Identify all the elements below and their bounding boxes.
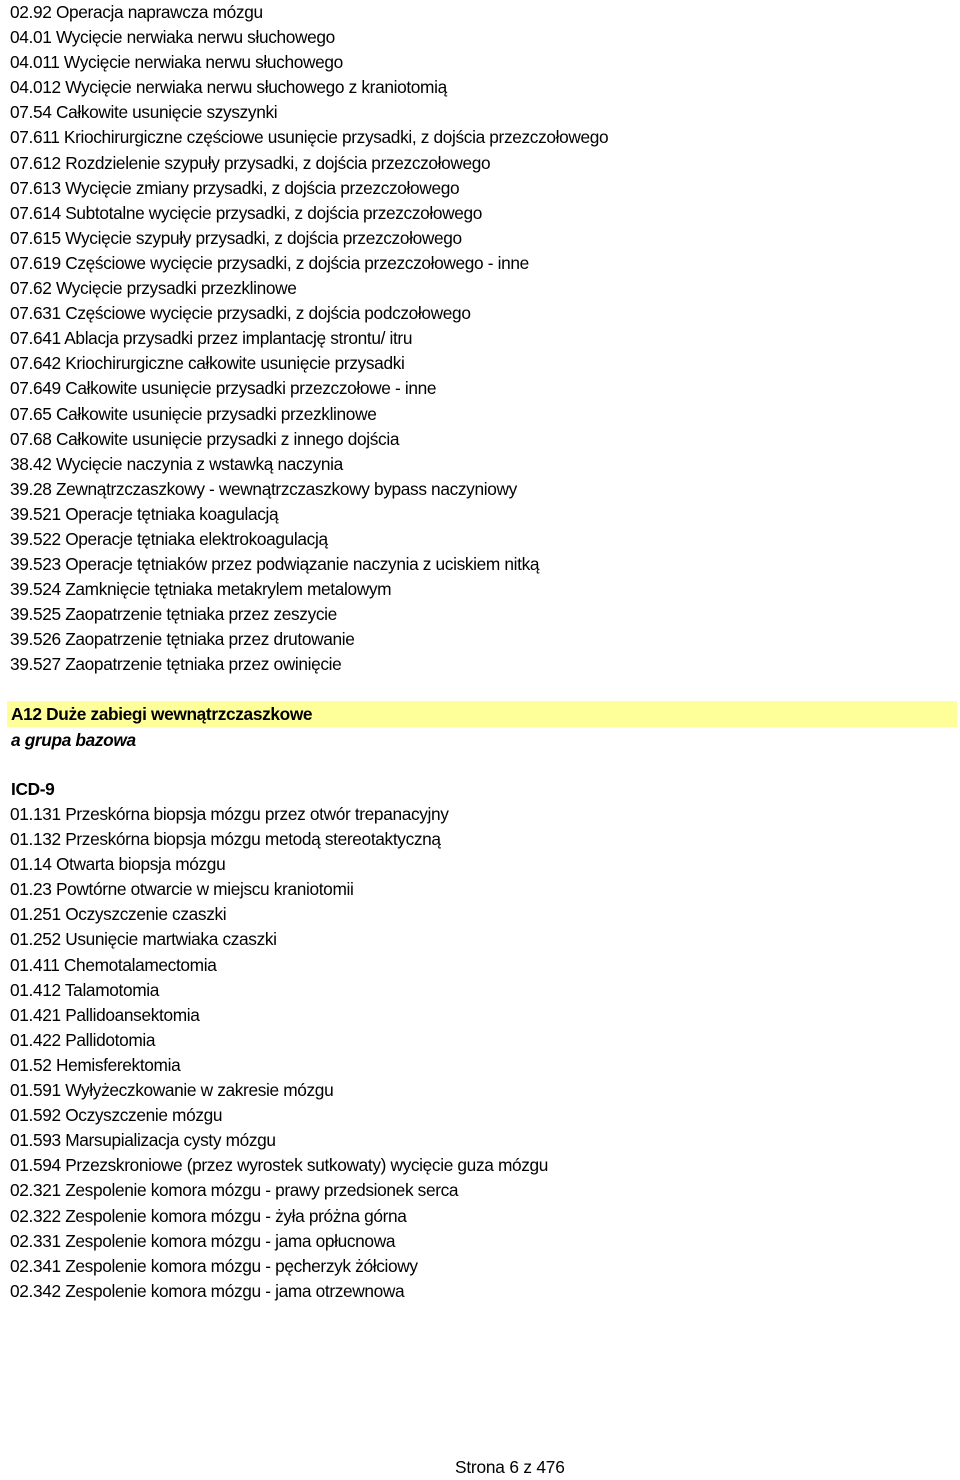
list-item: 02.331 Zespolenie komora mózgu - jama opłucnowa <box>10 1230 396 1251</box>
list-item: 07.65 Całkowite usunięcie przysadki przezklinowe <box>10 403 377 424</box>
code-heading: ICD-9 <box>11 779 55 799</box>
list-item: 07.613 Wycięcie zmiany przysadki, z dojścia przezczołowego <box>10 177 460 198</box>
procedure-list-top <box>10 0 608 678</box>
list-item: 01.23 Powtórne otwarcie w miejscu kraniotomii <box>10 879 354 900</box>
list-item: 01.411 Chemotalamectomia <box>10 954 217 975</box>
list-item: 39.527 Zaopatrzenie tętniaka przez owinięcie <box>10 654 342 675</box>
list-item: 07.62 Wycięcie przysadki przezklinowe <box>10 278 297 299</box>
list-item: 07.642 Kriochirurgiczne całkowite usunięcie przysadki <box>10 353 405 374</box>
procedure-list-bottom <box>10 802 548 1304</box>
list-item: 01.421 Pallidoansektomia <box>10 1004 200 1025</box>
list-item: 39.524 Zamknięcie tętniaka metakrylem metalowym <box>10 579 392 600</box>
list-item: 38.42 Wycięcie naczynia z wstawką naczynia <box>10 453 343 474</box>
list-item: 04.011 Wycięcie nerwiaka nerwu słuchowego <box>10 52 343 73</box>
list-item: 39.523 Operacje tętniaków przez podwiązanie naczynia z uciskiem nitką <box>10 554 540 575</box>
list-item: 02.341 Zespolenie komora mózgu - pęcherzyk żółciowy <box>10 1255 418 1276</box>
list-item: 04.01 Wycięcie nerwiaka nerwu słuchowego <box>10 27 335 48</box>
list-item: 01.52 Hemisferektomia <box>10 1054 181 1075</box>
list-item: 01.591 Wyłyżeczkowanie w zakresie mózgu <box>10 1080 334 1101</box>
list-item: 39.28 Zewnątrzczaszkowy - wewnątrzczaszkowy bypass naczyniowy <box>10 478 517 499</box>
list-item: 01.132 Przeskórna biopsja mózgu metodą stereotaktyczną <box>10 829 441 850</box>
list-item: 01.252 Usunięcie martwiaka czaszki <box>10 929 277 950</box>
list-item: 02.322 Zespolenie komora mózgu - żyła próżna górna <box>10 1205 407 1226</box>
page-number: Strona 6 z 476 <box>455 1457 565 1477</box>
list-item: 01.422 Pallidotomia <box>10 1029 156 1050</box>
list-item: 01.593 Marsupializacja cysty mózgu <box>10 1130 276 1151</box>
list-item: 07.649 Całkowite usunięcie przysadki przezczołowe - inne <box>10 378 437 399</box>
list-item: 02.342 Zespolenie komora mózgu - jama otrzewnowa <box>10 1280 405 1301</box>
list-item: 07.631 Częściowe wycięcie przysadki, z dojścia podczołowego <box>10 303 471 324</box>
list-item: 07.641 Ablacja przysadki przez implantację strontu/ itru <box>10 328 413 349</box>
list-item: 02.321 Zespolenie komora mózgu - prawy przedsionek serca <box>10 1180 459 1201</box>
list-item: 01.131 Przeskórna biopsja mózgu przez otwór trepanacyjny <box>10 804 449 824</box>
list-item: 01.251 Oczyszczenie czaszki <box>10 904 227 925</box>
list-item: 07.615 Wycięcie szypuły przysadki, z dojścia przezczołowego <box>10 227 462 248</box>
section-subtitle: a grupa bazowa <box>11 730 136 750</box>
list-item: 01.594 Przezskroniowe (przez wyrostek sutkowaty) wycięcie guza mózgu <box>10 1155 549 1176</box>
list-item: 39.521 Operacje tętniaka koagulacją <box>10 503 279 524</box>
section-title: A12 Duże zabiegi wewnątrzczaszkowe <box>11 704 313 724</box>
list-item: 07.611 Kriochirurgiczne częściowe usunięcie przysadki, z dojścia przezczołowego <box>10 127 609 148</box>
list-item: 01.592 Oczyszczenie mózgu <box>10 1105 223 1126</box>
list-item: 07.54 Całkowite usunięcie szyszynki <box>10 102 278 123</box>
list-item: 07.614 Subtotalne wycięcie przysadki, z dojścia przezczołowego <box>10 202 483 223</box>
list-item: 07.619 Częściowe wycięcie przysadki, z dojścia przezczołowego - inne <box>10 252 529 273</box>
list-item: 04.012 Wycięcie nerwiaka nerwu słuchowego z kraniotomią <box>10 77 447 98</box>
list-item: 39.525 Zaopatrzenie tętniaka przez zeszycie <box>10 604 337 625</box>
list-item: 07.612 Rozdzielenie szypuły przysadki, z dojścia przezczołowego <box>10 152 491 173</box>
list-item: 07.68 Całkowite usunięcie przysadki z innego dojścia <box>10 428 400 449</box>
list-item: 02.92 Operacja naprawcza mózgu <box>10 2 263 22</box>
list-item: 01.412 Talamotomia <box>10 979 160 1000</box>
list-item: 39.522 Operacje tętniaka elektrokoagulacją <box>10 528 328 549</box>
list-item: 39.526 Zaopatrzenie tętniaka przez drutowanie <box>10 629 355 650</box>
list-item: 01.14 Otwarta biopsja mózgu <box>10 854 226 875</box>
